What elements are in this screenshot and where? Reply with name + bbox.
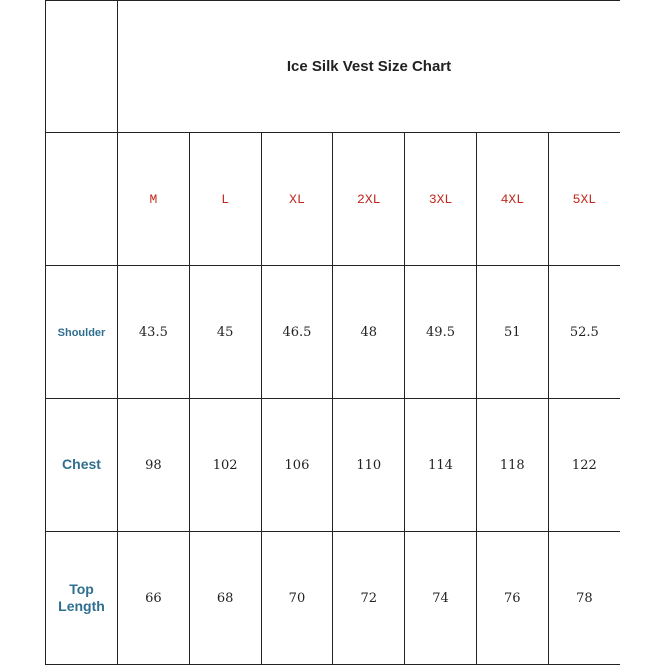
row-label-cell	[46, 266, 118, 399]
value-cell	[405, 532, 477, 665]
value-cell	[261, 266, 333, 399]
title-row	[46, 1, 621, 133]
size-label: 3XL	[428, 192, 453, 207]
row-label-top-length: Top Length	[58, 580, 105, 614]
value: 66	[145, 591, 162, 606]
value-cell	[189, 266, 261, 399]
value: 76	[504, 591, 521, 606]
value: 118	[499, 458, 525, 473]
value: 102	[212, 458, 238, 473]
size-header-cell	[333, 133, 405, 266]
chart-title: Ice Silk Vest Size Chart	[286, 57, 452, 75]
title-cell	[118, 1, 621, 133]
size-header-cell	[476, 133, 548, 266]
value: 70	[288, 591, 306, 606]
value: 78	[576, 591, 593, 606]
table-row-shoulder	[46, 266, 621, 399]
row-label-shoulder: Shoulder	[57, 326, 106, 339]
size-label: L	[221, 192, 230, 207]
value-cell	[261, 532, 333, 665]
value-cell	[189, 399, 261, 532]
size-label: 5XL	[572, 192, 597, 207]
size-header-corner	[46, 133, 118, 266]
value: 46.5	[282, 325, 312, 340]
value: 106	[284, 458, 310, 473]
value: 51	[504, 325, 521, 340]
value: 74	[432, 591, 449, 606]
size-label: 2XL	[357, 192, 381, 207]
value: 45	[216, 325, 234, 340]
value-cell	[118, 266, 190, 399]
corner-cell	[46, 1, 118, 133]
value-cell	[261, 399, 333, 532]
size-label: XL	[289, 192, 305, 207]
value: 72	[360, 591, 377, 606]
value: 49.5	[426, 325, 455, 340]
value: 110	[356, 458, 382, 473]
value-cell	[476, 266, 548, 399]
size-header-cell	[261, 133, 333, 266]
size-header-cell	[118, 133, 190, 266]
value: 52.5	[569, 325, 599, 340]
value-cell	[333, 532, 405, 665]
size-label: M	[149, 192, 158, 207]
value-cell	[548, 399, 620, 532]
value-cell	[189, 532, 261, 665]
size-header-cell	[189, 133, 261, 266]
value-cell	[476, 399, 548, 532]
row-label-chest: Chest	[62, 456, 101, 472]
value: 114	[428, 458, 453, 473]
size-label: 4XL	[500, 192, 524, 207]
size-header-row	[46, 133, 621, 266]
row-label-cell	[46, 532, 118, 665]
value: 98	[145, 458, 162, 473]
value-cell	[118, 399, 190, 532]
value: 43.5	[138, 325, 168, 340]
value-cell	[118, 532, 190, 665]
value-cell	[548, 532, 620, 665]
value-cell	[333, 399, 405, 532]
value: 122	[571, 458, 597, 473]
value-cell	[333, 266, 405, 399]
value-cell	[548, 266, 620, 399]
value-cell	[476, 532, 548, 665]
table-row-top-length	[46, 532, 621, 665]
size-header-cell	[548, 133, 620, 266]
table-row-chest	[46, 399, 621, 532]
size-header-cell	[405, 133, 477, 266]
value-cell	[405, 399, 477, 532]
size-chart-table	[45, 0, 620, 665]
row-label-cell	[46, 399, 118, 532]
value: 68	[216, 591, 234, 606]
value-cell	[405, 266, 477, 399]
value: 48	[360, 325, 377, 340]
